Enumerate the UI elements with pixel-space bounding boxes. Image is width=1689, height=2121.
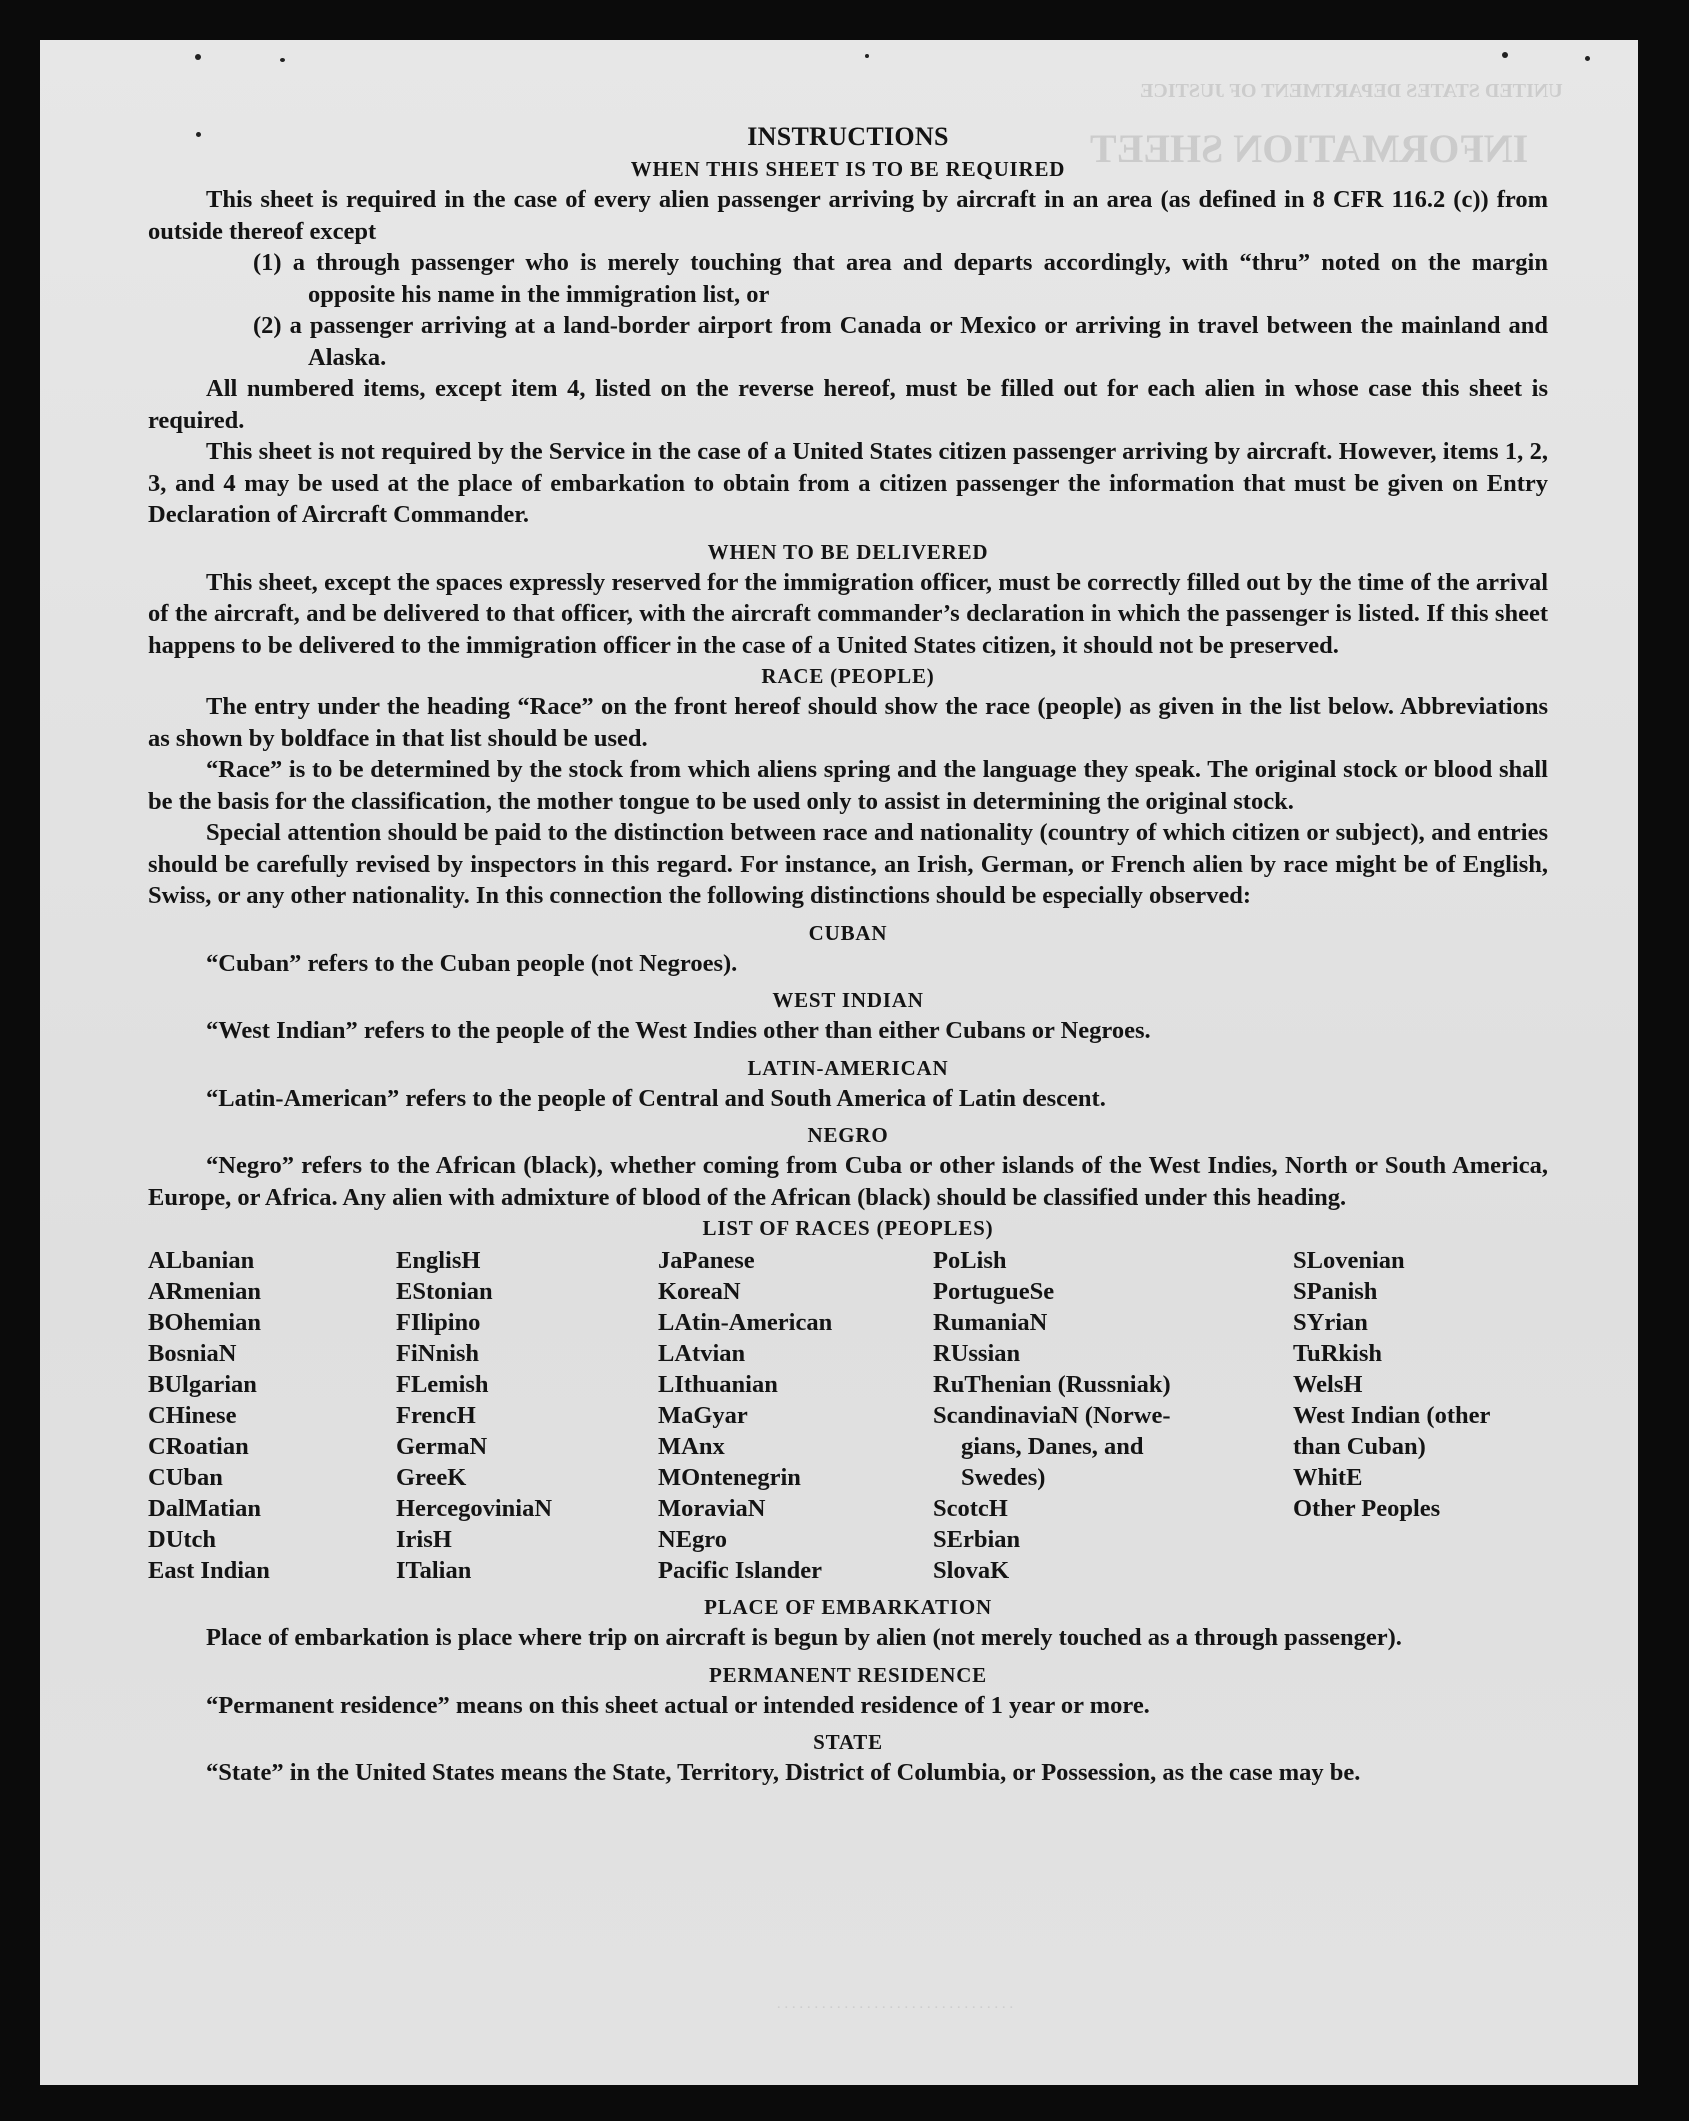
embarkation-definition: Place of embarkation is place where trip on aircraft is begun by alien (not merely touched as a through passenger).: [206, 1624, 1402, 1651]
permanent-residence-definition: “Permanent residence” means on this sheet actual or intended residence of 1 year or more.: [206, 1691, 1150, 1719]
race-item: SYrian: [1293, 1309, 1368, 1336]
race-item: WelsH: [1293, 1371, 1363, 1398]
race-paragraph-3: Special attention should be paid to the distinction between race and nationality (country of which citizen or subject), and entries should be carefully revised by inspectors in this regard. For instance, an Irish, German, or French alien by race might be of English, Swiss, or any other nationality. In this connection the following distinctions should be especially observed:: [148, 819, 1548, 909]
race-item: CHinese: [148, 1402, 237, 1429]
race-item: TuRkish: [1293, 1340, 1383, 1367]
bleed-through-form-header: UNITED STATES DEPARTMENT OF JUSTICE: [1140, 80, 1563, 102]
race-item: WhitE: [1293, 1464, 1363, 1491]
race-item: NEgro: [658, 1526, 727, 1553]
race-item: CUban: [148, 1464, 223, 1491]
when-required-paragraph-2: All numbered items, except item 4, listed on the reverse hereof, must be filled out for each alien in whose case this sheet is required.: [148, 375, 1548, 434]
race-paragraph-2: “Race” is to be determined by the stock from which aliens spring and the language they speak. The original stock or blood shall be the basis for the classification, the mother tongue to be used only to assist in determining the original stock.: [148, 756, 1548, 815]
race-item: KoreaN: [658, 1278, 741, 1305]
race-item: SPanish: [1293, 1278, 1378, 1305]
race-item: Other Peoples: [1293, 1495, 1441, 1522]
race-item: ALbanian: [148, 1247, 255, 1274]
race-item: BosniaN: [148, 1340, 237, 1367]
race-item: FIlipino: [396, 1309, 481, 1336]
when-required-paragraph-3: This sheet is not required by the Service in the case of a United States citizen passenger arriving by aircraft. However, items 1, 2, 3, and 4 may be used at the place of embarkation to obtain from a citizen passenger the information that must be given on Entry Declaration of Aircraft Commander.: [148, 438, 1548, 528]
speck-mark: [195, 54, 201, 60]
race-item: MaGyar: [658, 1402, 748, 1429]
race-item: MoraviaN: [658, 1495, 766, 1522]
state-definition: “State” in the United States means the State, Territory, District of Columbia, or Possession, as the case may be.: [206, 1759, 1361, 1786]
race-item: HercegoviniaN: [396, 1495, 553, 1522]
race-item: ScandinaviaN (Norwe- gians, Danes, and Swedes): [933, 1402, 1171, 1491]
speck-mark: [1585, 56, 1590, 61]
race-item: East Indian: [148, 1557, 270, 1584]
races-column-4: [933, 1245, 1293, 1586]
speck-mark: [865, 54, 869, 58]
race-item: RuThenian (Russniak): [933, 1371, 1171, 1398]
race-item: ARmenian: [148, 1278, 261, 1305]
section-heading-permanent-residence: PERMANENT RESIDENCE: [709, 1662, 987, 1687]
race-item: ScotcH: [933, 1495, 1008, 1522]
section-heading-when-delivered: WHEN TO BE DELIVERED: [707, 539, 989, 564]
when-required-intro: This sheet is required in the case of every alien passenger arriving by aircraft in an area (as defined in 8 CFR 116.2 (c)) from outside thereof except: [148, 186, 1548, 245]
races-column-5: [1293, 1245, 1548, 1586]
section-heading-latin-american: LATIN-AMERICAN: [747, 1055, 949, 1080]
races-column-1: [148, 1245, 396, 1586]
section-heading-embarkation: PLACE OF EMBARKATION: [704, 1595, 992, 1619]
instructions-body: [148, 120, 1548, 1789]
race-item: JaPanese: [658, 1247, 755, 1274]
race-item: IrisH: [396, 1526, 452, 1553]
race-item: BOhemian: [148, 1309, 261, 1336]
race-item: FrencH: [396, 1402, 476, 1429]
negro-definition: “Negro” refers to the African (black), whether coming from Cuba or other islands of the West Indies, North or South America, Europe, or Africa. Any alien with admixture of blood of the African (black) should be classified under this heading.: [148, 1152, 1548, 1211]
race-item: FiNnish: [396, 1340, 480, 1367]
race-item: RUssian: [933, 1340, 1021, 1367]
race-item: MAnx: [658, 1433, 725, 1460]
race-item: GreeK: [396, 1464, 467, 1491]
exception-item-1: (1) a through passenger who is merely touching that area and departs accordingly, with “thru” noted on the margin opposite his name in the immigration list, or: [253, 249, 1548, 308]
race-item: LAtvian: [658, 1340, 746, 1367]
race-item: West Indian (other than Cuban): [1293, 1402, 1491, 1460]
races-column-2: [396, 1245, 658, 1586]
bleed-through-form-title: INFORMATION SHEET: [1090, 126, 1529, 171]
race-item: ITalian: [396, 1557, 472, 1584]
document-page: [40, 40, 1638, 2085]
section-heading-state: STATE: [813, 1730, 883, 1754]
race-item: GermaN: [396, 1433, 488, 1460]
race-item: SlovaK: [933, 1557, 1010, 1584]
race-item: CRoatian: [148, 1433, 249, 1460]
latin-american-definition: “Latin-American” refers to the people of Central and South America of Latin descent.: [206, 1084, 1106, 1112]
race-item: Pacific Islander: [658, 1557, 822, 1584]
section-heading-when-required: WHEN THIS SHEET IS TO BE REQUIRED: [630, 157, 1066, 181]
race-item: EnglisH: [396, 1247, 481, 1274]
exception-item-2: (2) a passenger arriving at a land-border airport from Canada or Mexico or arriving in travel between the mainland and Alaska.: [253, 312, 1548, 371]
section-heading-race: RACE (PEOPLE): [761, 664, 935, 688]
section-heading-negro: NEGRO: [807, 1123, 889, 1147]
races-column-3: [658, 1245, 933, 1586]
races-list: [148, 1245, 1548, 1586]
race-item: FLemish: [396, 1371, 489, 1398]
race-item: MOntenegrin: [658, 1464, 801, 1491]
when-delivered-text: This sheet, except the spaces expressly reserved for the immigration officer, must be correctly filled out by the time of the arrival of the aircraft, and be delivered to that officer, with the aircraft commander’s declaration in which the passenger is listed. If this sheet happens to be delivered to the immigration officer in the case of a United States citizen, it should not be preserved.: [148, 568, 1548, 659]
race-item: DUtch: [148, 1526, 217, 1553]
race-item: SLovenian: [1293, 1247, 1405, 1274]
race-item: SErbian: [933, 1526, 1021, 1553]
section-heading-cuban: CUBAN: [808, 920, 888, 945]
race-item: EStonian: [396, 1278, 493, 1305]
speck-mark: [1502, 52, 1508, 58]
race-item: PortugueSe: [933, 1278, 1055, 1305]
west-indian-definition: “West Indian” refers to the people of the West Indies other than either Cubans or Negroes.: [206, 1017, 1151, 1044]
race-item: LIthuanian: [658, 1371, 778, 1398]
section-heading-west-indian: WEST INDIAN: [772, 988, 924, 1012]
race-item: DalMatian: [148, 1495, 261, 1522]
cuban-definition: “Cuban” refers to the Cuban people (not Negroes).: [206, 949, 738, 977]
page-title: INSTRUCTIONS: [747, 122, 949, 151]
bleed-through-footnote: . . . . . . . . . . . . . . . . . . . . . . . . . . . . . . . .: [776, 1996, 1014, 2012]
race-paragraph-1: The entry under the heading “Race” on the front hereof should show the race (people) as given in the list below. Abbreviations as shown by boldface in that list should be used.: [148, 693, 1548, 752]
race-item: PoLish: [933, 1247, 1007, 1274]
race-item: RumaniaN: [933, 1309, 1048, 1336]
speck-mark: [280, 58, 285, 62]
race-item: LAtin-American: [658, 1309, 833, 1336]
race-item: BUlgarian: [148, 1371, 257, 1398]
section-heading-list-of-races: LIST OF RACES (PEOPLES): [702, 1216, 994, 1240]
